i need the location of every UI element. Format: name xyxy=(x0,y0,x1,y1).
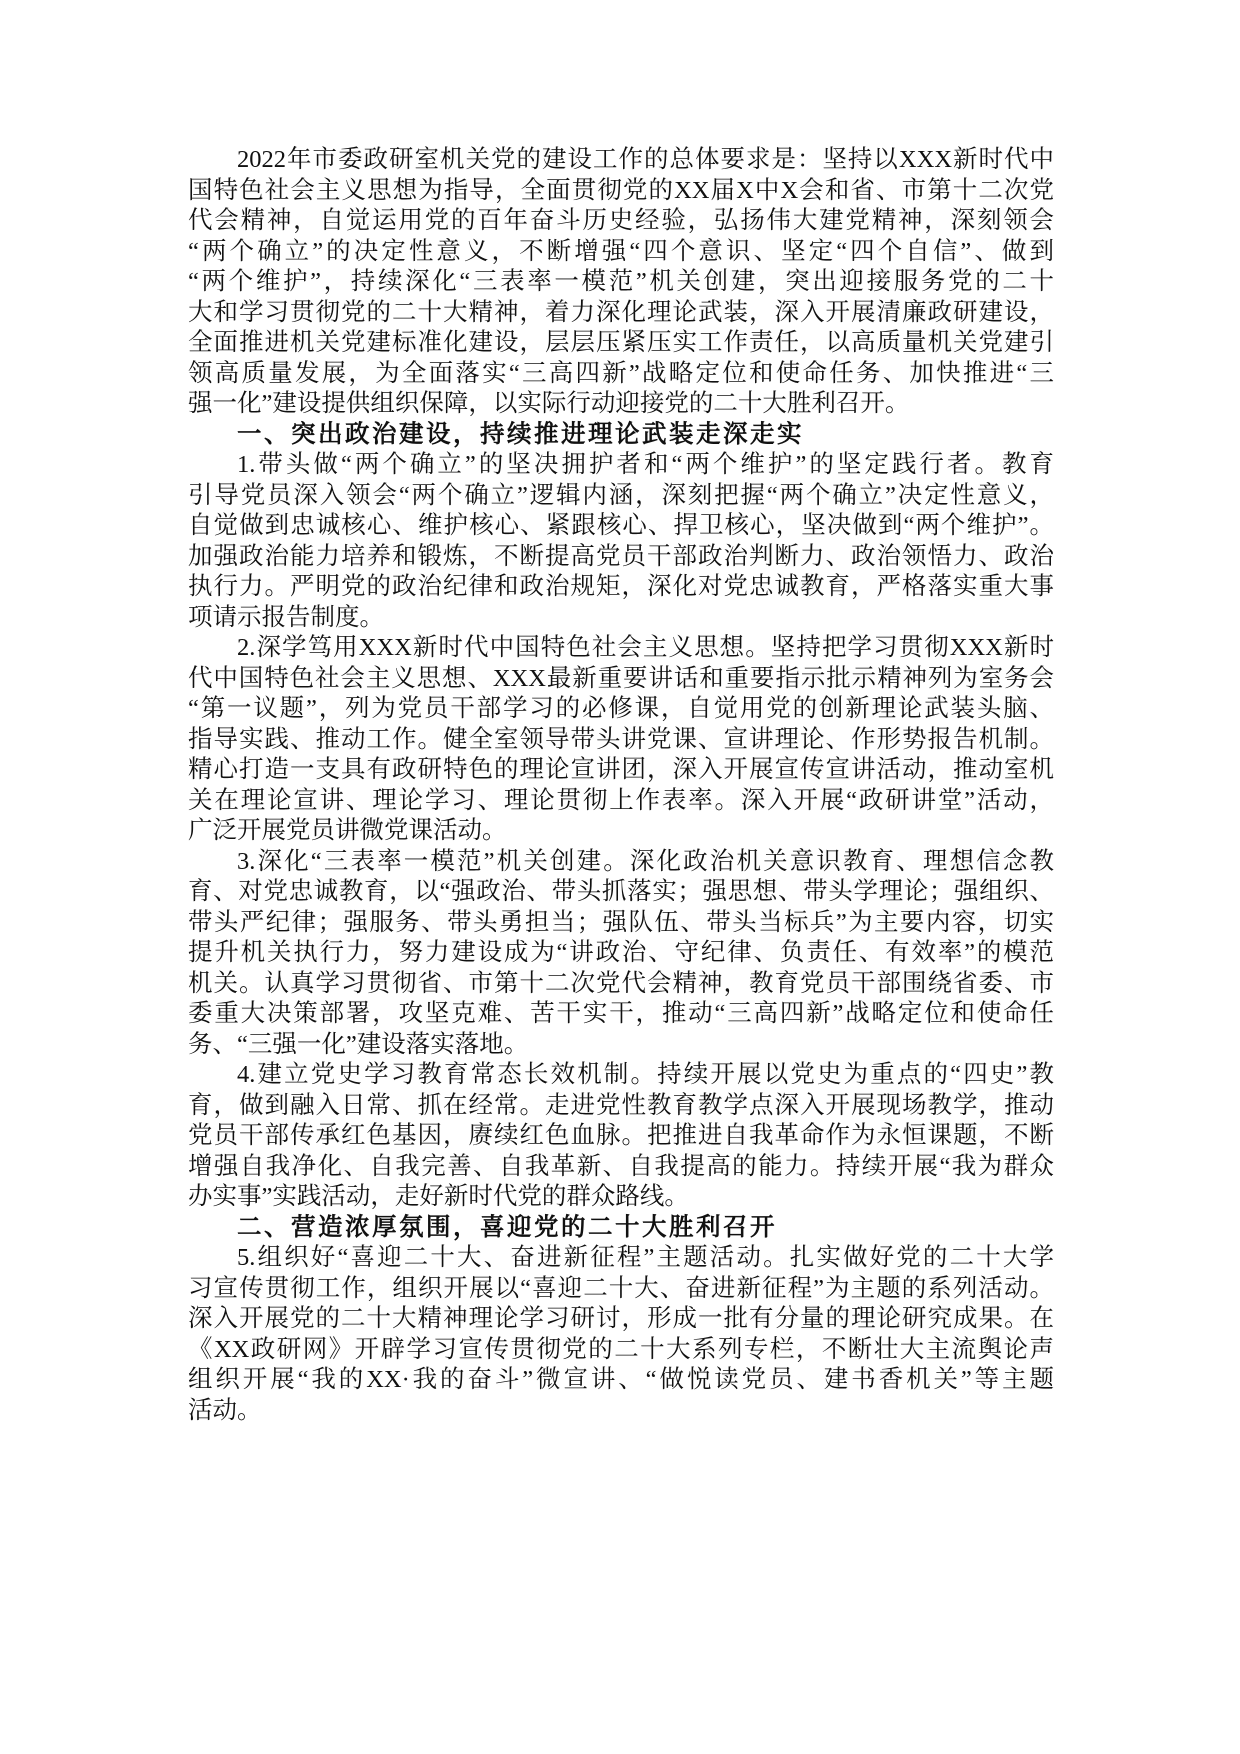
intro-line: 代会精神，自觉运用党的百年奋斗历史经验，弘扬伟大建党精神，深刻领会 xyxy=(188,207,1054,234)
item-line: 指导实践、推动工作。健全室领导带头讲党课、宣讲理论、作形势报告机制。 xyxy=(188,725,1054,753)
item-line: 增强自我净化、自我完善、自我革新、自我提高的能力。持续开展“我为群众 xyxy=(188,1152,1054,1180)
item-line: 育，做到融入日常、抓在经常。走进党性教育教学点深入开展现场教学，推动 xyxy=(188,1091,1054,1119)
intro-line: “两个维护”，持续深化“三表率一模范”机关创建，突出迎接服务党的二十 xyxy=(188,268,1054,295)
item-line: 活动。 xyxy=(188,1396,262,1424)
item-line: 办实事”实践活动，走好新时代党的群众路线。 xyxy=(188,1183,689,1210)
document-body xyxy=(188,145,1054,1426)
intro-line: 大和学习贯彻党的二十大精神，着力深化理论武装，深入开展清廉政研建设， xyxy=(188,298,1054,326)
intro-line: 国特色社会主义思想为指导，全面贯彻党的XX届X中X会和省、市第十二次党 xyxy=(188,176,1054,204)
item-line: 提升机关执行力，努力建设成为“讲政治、守纪律、负责任、有效率”的模范 xyxy=(188,939,1054,966)
intro-line: 强一化”建设提供组织保障，以实际行动迎接党的二十大胜利召开。 xyxy=(188,390,910,417)
item-line: 1.带头做“两个确立”的坚决拥护者和“两个维护”的坚定践行者。教育 xyxy=(237,451,1054,478)
intro-line: 2022年市委政研室机关党的建设工作的总体要求是：坚持以XXX新时代中 xyxy=(237,146,1054,173)
item-paragraph-5 xyxy=(188,1243,1054,1426)
item-line: 务、“三强一化”建设落实落地。 xyxy=(188,1030,529,1058)
item-line: 2.深学笃用XXX新时代中国特色社会主义思想。坚持把学习贯彻XXX新时 xyxy=(237,634,1054,661)
item-line: 自觉做到忠诚核心、维护核心、紧跟核心、捍卫核心，坚决做到“两个维护”。 xyxy=(188,512,1054,539)
item-line: 精心打造一支具有政研特色的理论宣讲团，深入开展宣传宣讲活动，推动室机 xyxy=(188,756,1054,783)
item-line: 关在理论宣讲、理论学习、理论贯彻上作表率。深入开展“政研讲堂”活动， xyxy=(188,786,1054,814)
intro-line: “两个确立”的决定性意义，不断增强“四个意识、坚定“四个自信”、做到 xyxy=(188,237,1054,265)
item-line: 党员干部传承红色基因，赓续红色血脉。把推进自我革命作为永恒课题，不断 xyxy=(188,1122,1054,1149)
section-heading-1: 一、突出政治建设，持续推进理论武装走深走实 xyxy=(237,420,804,448)
item-line: 5.组织好“喜迎二十大、奋进新征程”主题活动。扎实做好党的二十大学 xyxy=(237,1244,1054,1271)
item-line: 习宣传贯彻工作，组织开展以“喜迎二十大、奋进新征程”为主题的系列活动。 xyxy=(188,1274,1054,1302)
item-line: 引导党员深入领会“两个确立”逻辑内涵，深刻把握“两个确立”决定性意义， xyxy=(188,481,1054,509)
item-line: 执行力。严明党的政治纪律和政治规矩，深化对党忠诚教育，严格落实重大事 xyxy=(188,573,1054,600)
intro-paragraph xyxy=(188,145,1054,420)
section-heading-2: 二、营造浓厚氛围，喜迎党的二十大胜利召开 xyxy=(237,1213,777,1241)
item-line: 带头严纪律；强服务、带头勇担当；强队伍、带头当标兵”为主要内容，切实 xyxy=(188,908,1054,936)
item-line: 育、对党忠诚教育，以“强政治、带头抓落实；强思想、带头学理论；强组织、 xyxy=(188,878,1054,905)
item-line: 项请示报告制度。 xyxy=(188,603,384,631)
item-paragraph-1 xyxy=(188,450,1054,633)
item-line: 委重大决策部署，攻坚克难、苦干实干，推动“三高四新”战略定位和使命任 xyxy=(188,1000,1054,1027)
item-line: 3.深化“三表率一模范”机关创建。深化政治机关意识教育、理想信念教 xyxy=(237,847,1054,875)
item-line: 深入开展党的二十大精神理论学习研讨，形成一批有分量的理论研究成果。在 xyxy=(188,1305,1054,1332)
item-line: “第一议题”，列为党员干部学习的必修课，自觉用党的创新理论武装头脑、 xyxy=(188,695,1054,722)
intro-line: 领高质量发展，为全面落实“三高四新”战略定位和使命任务、加快推进“三 xyxy=(188,359,1054,387)
intro-line: 全面推进机关党建标准化建设，层层压紧压实工作责任，以高质量机关党建引 xyxy=(188,329,1054,356)
item-line: 广泛开展党员讲微党课活动。 xyxy=(188,817,507,844)
item-line: 代中国特色社会主义思想、XXX最新重要讲话和重要指示批示精神列为室务会 xyxy=(188,664,1054,692)
item-line: 加强政治能力培养和锻炼，不断提高党员干部政治判断力、政治领悟力、政治 xyxy=(188,542,1054,570)
item-paragraph-4 xyxy=(188,1060,1054,1213)
item-line: 《XX政研网》开辟学习宣传贯彻党的二十大系列专栏，不断壮大主流舆论声 xyxy=(188,1335,1054,1363)
item-line: 组织开展“我的XX·我的奋斗”微宣讲、“做悦读党员、建书香机关”等主题 xyxy=(188,1366,1054,1393)
item-line: 机关。认真学习贯彻省、市第十二次党代会精神，教育党员干部围绕省委、市 xyxy=(188,969,1054,997)
item-paragraph-3 xyxy=(188,847,1054,1061)
item-paragraph-2 xyxy=(188,633,1054,847)
item-line: 4.建立党史学习教育常态长效机制。持续开展以党史为重点的“四史”教 xyxy=(237,1061,1054,1088)
